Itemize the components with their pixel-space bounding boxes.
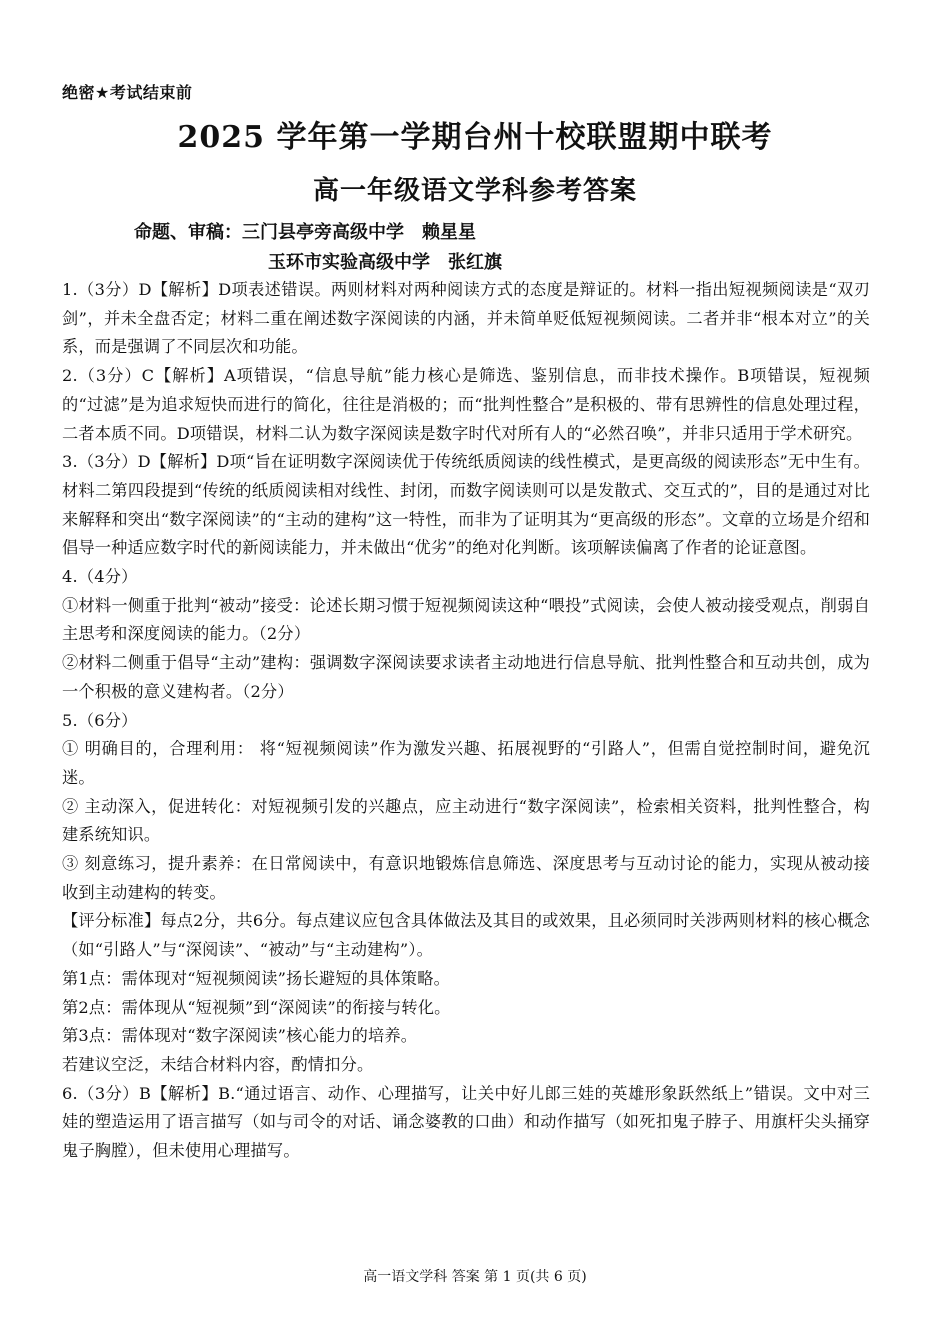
answer-q5-heading: 5.（6分） (62, 710, 138, 730)
scoring-point-2: 第2点：需体现从“短视频”到“深阅读”的衔接与转化。 (62, 997, 451, 1017)
exam-title: 2025 学年第一学期台州十校联盟期中联考 (177, 120, 773, 155)
scoring-standard: 【评分标准】每点2分，共6分。每点建议应包含具体做法及其目的或效果，且必须同时关涉两则材料的核心概念（如“引路人”与“深阅读”、“被动”与“主动建构”）。 (62, 911, 870, 960)
answer-q3: 3.（3分）D【解析】D项“旨在证明数字深阅读优于传统纸质阅读的线性模式，是更高级的阅读形态”无中生有。材料二第四段提到“传统的纸质阅读相对线性、封闭，而数字阅读则可以是发散式、交互式的”，目的是通过对比来解释和突出“数字深阅读”的“主动的建构”这一特性，而非为了证明其为“更高级的形态”。文章的立场是介绍和倡导一种适应数字时代的新阅读能力，并未做出“优劣”的绝对化判断。该项解读偏离了作者的论证意图。 (62, 452, 870, 558)
page-footer: 高一语文学科 答案 第 1 页(共 6 页) (363, 1269, 587, 1285)
answer-q4-heading: 4.（4分） (62, 567, 138, 587)
secret-label: 绝密★考试结束前 (62, 83, 193, 102)
answer-q4-point-1: ①材料一侧重于批判“被动”接受：论述长期习惯于短视频阅读这种“喂投”式阅读，会使人被动接受观点，削弱自主思考和深度阅读的能力。（2分） (62, 595, 870, 644)
answer-q4-point-2: ②材料二侧重于倡导“主动”建构：强调数字深阅读要求读者主动地进行信息导航、批判性整合和互动共创，成为一个积极的意义建构者。（2分） (62, 653, 870, 701)
author-line-2: 玉环市实验高级中学 张红旗 (268, 252, 502, 273)
answer-q2: 2.（3分）C【解析】A项错误，“信息导航”能力核心是筛选、鉴别信息，而非技术操作。B项错误，短视频的“过滤”是为追求短快而进行的简化，往往是消极的；而“批判性整合”是积极的、带有思辨性的信息处理过程，二者本质不同。D项错误，材料二认为数字深阅读是数字时代对所有人的“必然召唤”，并非只适用于学术研究。 (62, 366, 870, 443)
answer-q5-point-1: ① 明确目的，合理利用： 将“短视频阅读”作为激发兴趣、拓展视野的“引路人”，但需自觉控制时间，避免沉迷。 (62, 739, 870, 787)
scoring-point-1: 第1点：需体现对“短视频阅读”扬长避短的具体策略。 (62, 968, 450, 988)
scoring-note: 若建议空泛，未结合材料内容，酌情扣分。 (62, 1054, 374, 1074)
answer-q5-point-2: ② 主动深入，促进转化：对短视频引发的兴趣点，应主动进行“数字深阅读”，检索相关资料，批判性整合，构建系统知识。 (62, 796, 870, 845)
answer-body (62, 276, 870, 1166)
answer-q1: 1.（3分）D【解析】D项表述错误。两则材料对两种阅读方式的态度是辩证的。材料一指出短视频阅读是“双刃剑”，并未全盘否定；材料二重在阐述数字深阅读的内涵，并未简单贬低短视频阅读。二者并非“根本对立”的关系，而是强调了不同层次和功能。 (62, 280, 870, 357)
answer-q5-point-3: ③ 刻意练习，提升素养：在日常阅读中，有意识地锻炼信息筛选、深度思考与互动讨论的能力，实现从被动接收到主动建构的转变。 (62, 854, 870, 902)
author-line-1: 命题、审稿：三门县亭旁高级中学 赖星星 (134, 222, 476, 243)
answer-q6: 6.（3分）B【解析】B.“通过语言、动作、心理描写，让关中好儿郎三娃的英雄形象跃然纸上”错误。文中对三娃的塑造运用了语言描写（如与司令的对话、诵念婆教的口曲）和动作描写（如死扣鬼子脖子、用旗杆尖头捅穿鬼子胸膛），但未使用心理描写。 (62, 1083, 870, 1161)
exam-subtitle: 高一年级语文学科参考答案 (312, 176, 637, 206)
scoring-point-3: 第3点：需体现对“数字深阅读”核心能力的培养。 (62, 1026, 418, 1046)
